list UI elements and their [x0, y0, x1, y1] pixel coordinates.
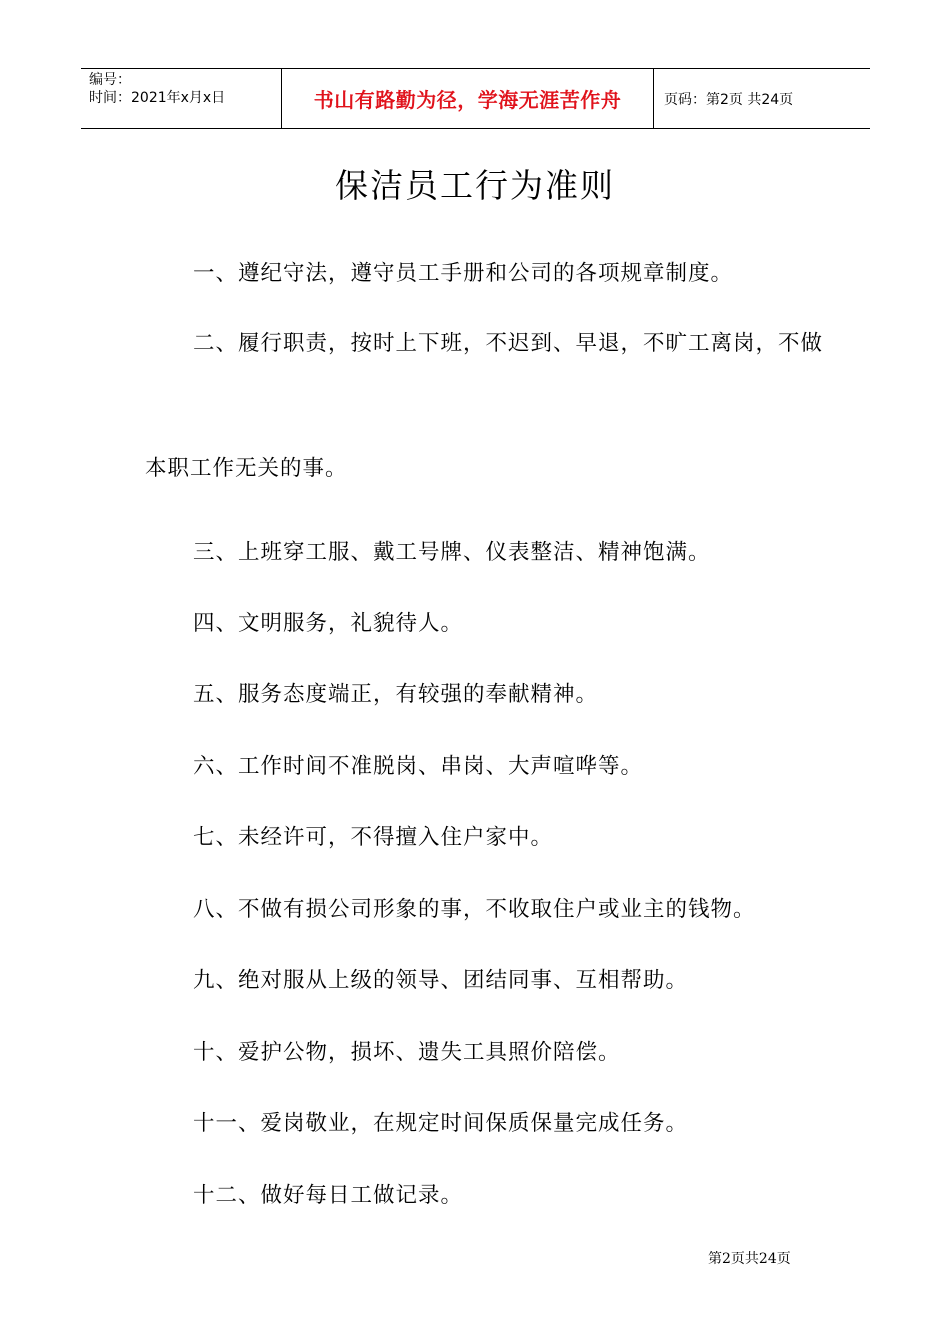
page-footer: 第2页共24页: [708, 1251, 791, 1267]
header-time-label: 时间：2021年x月x日: [89, 90, 226, 106]
header-page-info: 页码：第2页 共24页: [664, 91, 794, 108]
header-number-label: 编号：: [89, 72, 131, 88]
page-header: [81, 68, 870, 129]
document-title: 保洁员工行为准则: [335, 166, 615, 205]
rule-7: 七、未经许可，不得擅入住户家中。: [193, 825, 554, 850]
rule-10: 十、爱护公物，损坏、遗失工具照价陪偿。: [193, 1040, 621, 1065]
rule-2: 二、履行职责，按时上下班，不迟到、早退，不旷工离岗，不做: [193, 331, 824, 356]
header-meta: [81, 69, 281, 128]
rule-9: 九、绝对服从上级的领导、团结同事、互相帮助。: [193, 968, 689, 993]
header-motto: 书山有路勤为径，学海无涯苦作舟: [313, 88, 622, 112]
rule-11: 十一、爱岗敬业，在规定时间保质保量完成任务。: [193, 1111, 689, 1136]
rule-8: 八、不做有损公司形象的事，不收取住户或业主的钱物。: [193, 897, 756, 922]
header-motto-cell: [281, 69, 654, 128]
rule-1: 一、遵纪守法，遵守员工手册和公司的各项规章制度。: [193, 261, 734, 286]
header-page-cell: [654, 69, 870, 128]
rule-6: 六、工作时间不准脱岗、串岗、大声喧哗等。: [193, 754, 644, 779]
rule-3: 三、上班穿工服、戴工号牌、仪表整洁、精神饱满。: [193, 540, 711, 565]
rule-2-continued: 本职工作无关的事。: [145, 456, 348, 481]
rule-12: 十二、做好每日工做记录。: [193, 1183, 464, 1208]
rule-4: 四、文明服务，礼貌待人。: [193, 611, 464, 636]
rule-5: 五、服务态度端正，有较强的奉献精神。: [193, 682, 599, 707]
